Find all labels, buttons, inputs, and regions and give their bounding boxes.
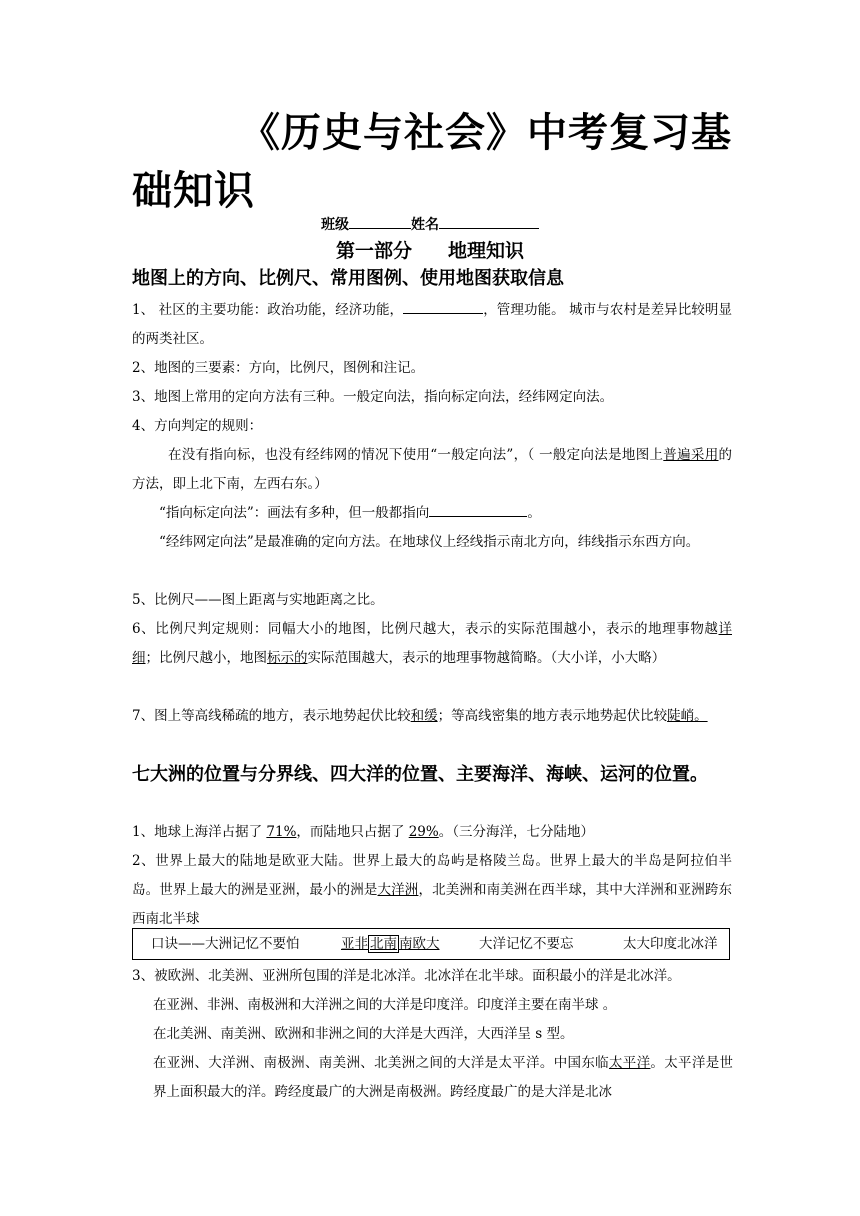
section-heading-continents: 七大洲的位置与分界线、四大洋的位置、主要海洋、海峡、运河的位置。	[132, 764, 708, 785]
item-scale-rules: 6、比例尺判定规则：同幅大小的地图，比例尺越大，表示的实际范围越小，表示的地理事物越详细；比例尺越小，地图标示的实际范围越大，表示的地理事物越简略。（大小详，小大略）	[132, 621, 732, 666]
mnemonic-oceans-label: 大洋记忆不要忘	[479, 936, 574, 952]
item-orientation-methods: 3、地图上常用的定向方法有三种。一般定向法，指向标定向法，经纬网定向法。	[132, 389, 614, 405]
item-scale-definition: 5、比例尺——图上距离与实地距离之比。	[132, 592, 384, 608]
item-largest-landforms: 2、世界上最大的陆地是欧亚大陆。世界上最大的岛屿是格陵兰岛。世界上最大的半岛是阿拉伯半岛。世界上最大的洲是亚洲，最小的洲是大洋洲，北美洲和南美洲在西半球，其中大洋洲和亚洲跨东西南北半球	[132, 853, 733, 927]
mnemonic-continents-label: 口诀——大洲记忆不要怕	[151, 936, 300, 952]
underlined-term: 详细	[132, 621, 732, 666]
mnemonic-oceans: 太大印度北冰洋	[623, 936, 718, 952]
item-pacific-ocean: 在亚洲、大洋洲、南极洲、南美洲、北美洲之间的大洋是太平洋。中国东临太平洋。太平洋是世界上面积最大的洋。跨经度最广的大洲是南极洲。跨经度最广的是大洋是北冰	[153, 1055, 734, 1100]
underlined-term: 和缓	[410, 708, 438, 724]
item-arctic-ocean: 3、被欧洲、北美洲、亚洲所包围的洋是北冰洋。北冰洋在北半球。面积最小的洋是北冰洋。	[132, 968, 681, 984]
name-blank	[439, 214, 539, 229]
item-ocean-land-ratio: 1、地球上海洋占据了 71%，而陆地只占据了 29%。（三分海洋，七分陆地）	[132, 824, 594, 840]
item-contour-lines: 7、图上等高线稀疏的地方，表示地势起伏比较和缓；等高线密集的地方表示地势起伏比较陡峭。	[132, 708, 708, 724]
item-atlantic-ocean: 在北美洲、南美洲、欧洲和非洲之间的大洋是大西洋，大西洋呈 s 型。	[153, 1026, 574, 1042]
answer-blank	[429, 502, 527, 517]
class-blank	[349, 214, 411, 229]
underlined-term: 太平洋	[608, 1055, 651, 1071]
item-community-functions: 1、 社区的主要功能：政治功能，经济功能， ，管理功能。 城市与农村是差异比较明显的两类社区。	[132, 296, 732, 354]
answer-blank	[403, 299, 483, 314]
document-title: 《历史与社会》中考复习基础知识	[132, 110, 732, 214]
rule-pointer-orientation: “指向标定向法”：画法有多种，但一般都指向 。	[132, 499, 732, 528]
rule-graticule-orientation: “经纬网定向法”是最准确的定向方法。在地球仪上经线指示南北方向，纬线指示东西方向。	[159, 534, 700, 550]
section-heading-maps: 地图上的方向、比例尺、常用图例、使用地图获取信息	[132, 268, 564, 289]
part-number: 第一部分	[335, 240, 412, 262]
class-label: 班级	[321, 217, 349, 233]
ocean-percent: 71%	[266, 824, 297, 840]
mnemonic-box	[132, 928, 730, 960]
item-direction-rules: 4、方向判定的规则：	[132, 418, 263, 434]
underlined-term: 普遍采用	[663, 447, 719, 463]
part-name: 地理知识	[448, 240, 525, 262]
item-indian-ocean: 在亚洲、非洲、南极洲和大洋洲之间的大洋是印度洋。印度洋主要在南半球 。	[153, 997, 617, 1013]
rule-general-orientation: 在没有指向标，也没有经纬网的情况下使用“一般定向法”，（ 一般定向法是地图上普遍采用的方法，即上北下南，左西右东。）	[132, 447, 733, 492]
underlined-term: 陡峭。	[667, 708, 708, 724]
class-name-line	[0, 214, 860, 234]
land-percent: 29%	[408, 824, 439, 840]
item-map-elements: 2、地图的三要素：方向，比例尺，图例和注记。	[132, 360, 425, 376]
underlined-term: 标示的	[267, 650, 308, 666]
boxed-term: 北南	[370, 936, 397, 952]
mnemonic-continents: 亚非 北南 南欧大	[341, 936, 440, 952]
part-title	[0, 236, 860, 263]
name-label: 姓名	[411, 217, 439, 233]
underlined-term: 大洋洲	[377, 882, 419, 898]
